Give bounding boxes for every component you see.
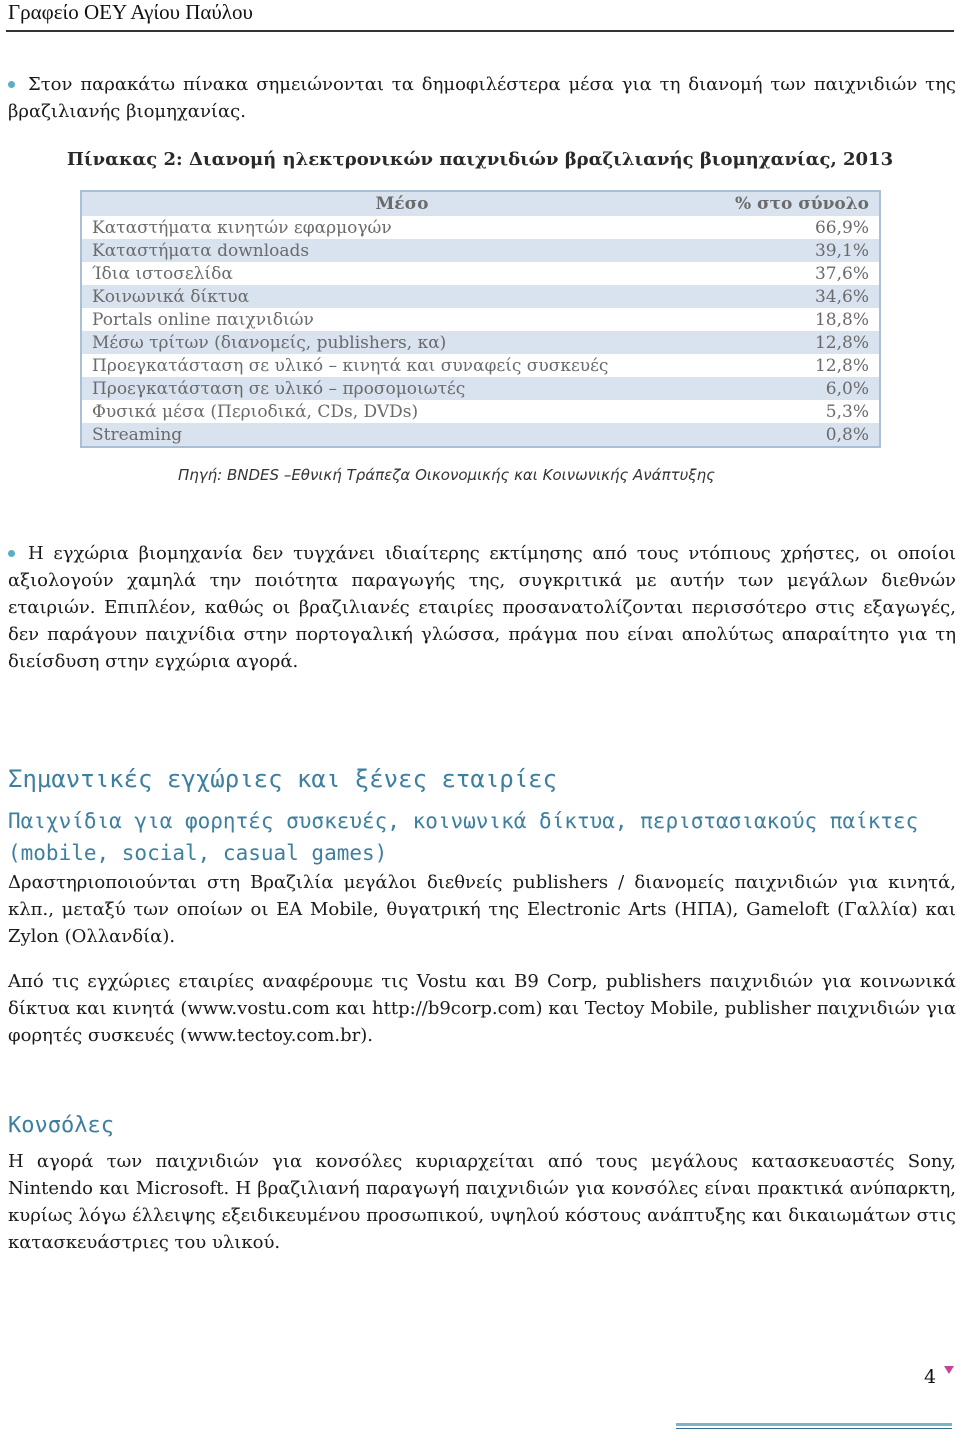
table-cell-medium: Streaming bbox=[81, 423, 722, 447]
table-cell-medium: Ίδια ιστοσελίδα bbox=[92, 263, 233, 284]
table-row bbox=[81, 400, 880, 423]
table-cell-medium: Φυσικά μέσα (Περιοδικά, CDs, DVDs) bbox=[92, 401, 419, 422]
table-title: Πίνακας 2: Διανομή ηλεκτρονικών παιχνιδιών βραζιλιανής βιομηχανίας, 2013 bbox=[66, 149, 894, 170]
table-cell-share: 66,9% bbox=[814, 217, 869, 238]
table-cell-medium: Καταστήματα downloads bbox=[81, 239, 722, 262]
table-cell-share: 18,8% bbox=[814, 309, 869, 330]
table-header-medium: Μέσο bbox=[81, 191, 722, 216]
bullet-icon bbox=[8, 81, 15, 88]
table-cell-share: 12,8% bbox=[814, 355, 869, 376]
table-header-row bbox=[81, 191, 880, 216]
companies-paragraph-2: Από τις εγχώριες εταιρίες αναφέρουμε τις Vostu και B9 Corp, publishers παιχνιδιών για κοινωνικά δίκτυα και κινητά (www.vostu.com και http://b9corp.com) και Tectoy Mobile, publisher παιχνιδιών για φορητές συσκευές (www.tectoy.com.br). bbox=[8, 971, 956, 1046]
table-row bbox=[81, 285, 880, 308]
consoles-paragraph: Η αγορά των παιχνιδιών για κονσόλες κυριαρχείται από τους μεγάλους κατασκευαστές Sony, Nintendo και Microsoft. Η βραζιλιανή παραγωγή παιχνιδιών για κονσόλες είναι πρακτικά ανύπαρκτη, κυρίως λόγω έλλειψης εξειδικευμένου προσωπικού, υψηλού κόστους ανάπτυξης και δικαιωμάτων στις κατασκευάστριες του υλικού. bbox=[8, 1151, 956, 1253]
section-heading-consoles: Κονσόλες bbox=[8, 1113, 114, 1138]
table-row bbox=[81, 216, 880, 239]
table-source-note: Πηγή: BNDES –Εθνική Τράπεζα Οικονομικής και Κοινωνικής Ανάπτυξης bbox=[178, 466, 715, 484]
table-cell-share: 12,8% bbox=[722, 331, 880, 354]
document-header-title: Γραφείο ΟΕΥ Αγίου Παύλου bbox=[8, 0, 253, 24]
footer-divider bbox=[676, 1423, 952, 1426]
table-cell-medium: Κοινωνικά δίκτυα bbox=[81, 285, 722, 308]
page-number: 4 bbox=[924, 1366, 937, 1388]
footer-divider-thin bbox=[676, 1428, 952, 1429]
table-cell-share: 0,8% bbox=[722, 423, 880, 447]
intro-bullet-text: Στον παρακάτω πίνακα σημειώνονται τα δημοφιλέστερα μέσα για τη διανομή των παιχνιδιών της βραζιλιανής βιομηχανίας. bbox=[8, 74, 956, 122]
second-bullet bbox=[8, 540, 956, 675]
table-cell-medium: Μέσω τρίτων (διανομείς, publishers, κα) bbox=[81, 331, 722, 354]
table-row bbox=[81, 331, 880, 354]
table-cell-share: 34,6% bbox=[722, 285, 880, 308]
table-row bbox=[81, 423, 880, 447]
table-cell-medium: Portals online παιχνιδιών bbox=[92, 309, 314, 330]
table-row bbox=[81, 377, 880, 400]
table-row bbox=[81, 262, 880, 285]
page-marker-icon bbox=[944, 1366, 954, 1374]
table-cell-share: 37,6% bbox=[814, 263, 869, 284]
table-cell-share: 39,1% bbox=[722, 239, 880, 262]
table-cell-medium: Καταστήματα κινητών εφαρμογών bbox=[92, 217, 392, 238]
second-bullet-text: Η εγχώρια βιομηχανία δεν τυγχάνει ιδιαίτερης εκτίμησης από τους ντόπιους χρήστες, οι οποίοι αξιολογούν χαμηλά την ποιότητα παραγωγής της, συγκριτικά με αυτήν των μεγάλων διεθνών εταιριών. Επιπλέον, καθώς οι βραζιλιανές εταιρίες προσανατολίζονται περισσότερο στις εξαγωγές, δεν παράγουν παιχνίδια στην πορτογαλική γλώσσα, πράγμα που είναι απολύτως απαραίτητο για τη διείσδυση στην εγχώρια αγορά. bbox=[8, 543, 956, 672]
header-divider bbox=[6, 30, 954, 32]
bullet-icon bbox=[8, 550, 15, 557]
subsection-heading-mobile: Παιχνίδια για φορητές συσκευές, κοινωνικά δίκτυα, περιστασιακούς παίκτες (mobile, social, casual games) bbox=[8, 809, 919, 865]
table-row bbox=[81, 354, 880, 377]
table-cell-medium: Προεγκατάσταση σε υλικό – προσομοιωτές bbox=[81, 377, 722, 400]
intro-bullet bbox=[8, 71, 956, 125]
section-heading-companies: Σημαντικές εγχώριες και ξένες εταιρίες bbox=[8, 765, 558, 793]
companies-paragraph-1: Δραστηριοποιούνται στη Βραζιλία μεγάλοι διεθνείς publishers / διανομείς παιχνιδιών για κινητά, κλπ., μεταξύ των οποίων οι EA Mobile, θυγατρική της Electronic Arts (ΗΠΑ), Gameloft (Γαλλία) και Zylon (Ολλανδία). bbox=[8, 872, 956, 947]
table-cell-share: 6,0% bbox=[722, 377, 880, 400]
table-cell-medium: Προεγκατάσταση σε υλικό – κινητά και συναφείς συσκευές bbox=[92, 355, 609, 376]
distribution-table bbox=[80, 190, 881, 448]
table-cell-share: 5,3% bbox=[825, 401, 869, 422]
table-row bbox=[81, 308, 880, 331]
table-row bbox=[81, 239, 880, 262]
table-header-share: % στο σύνολο bbox=[722, 191, 880, 216]
